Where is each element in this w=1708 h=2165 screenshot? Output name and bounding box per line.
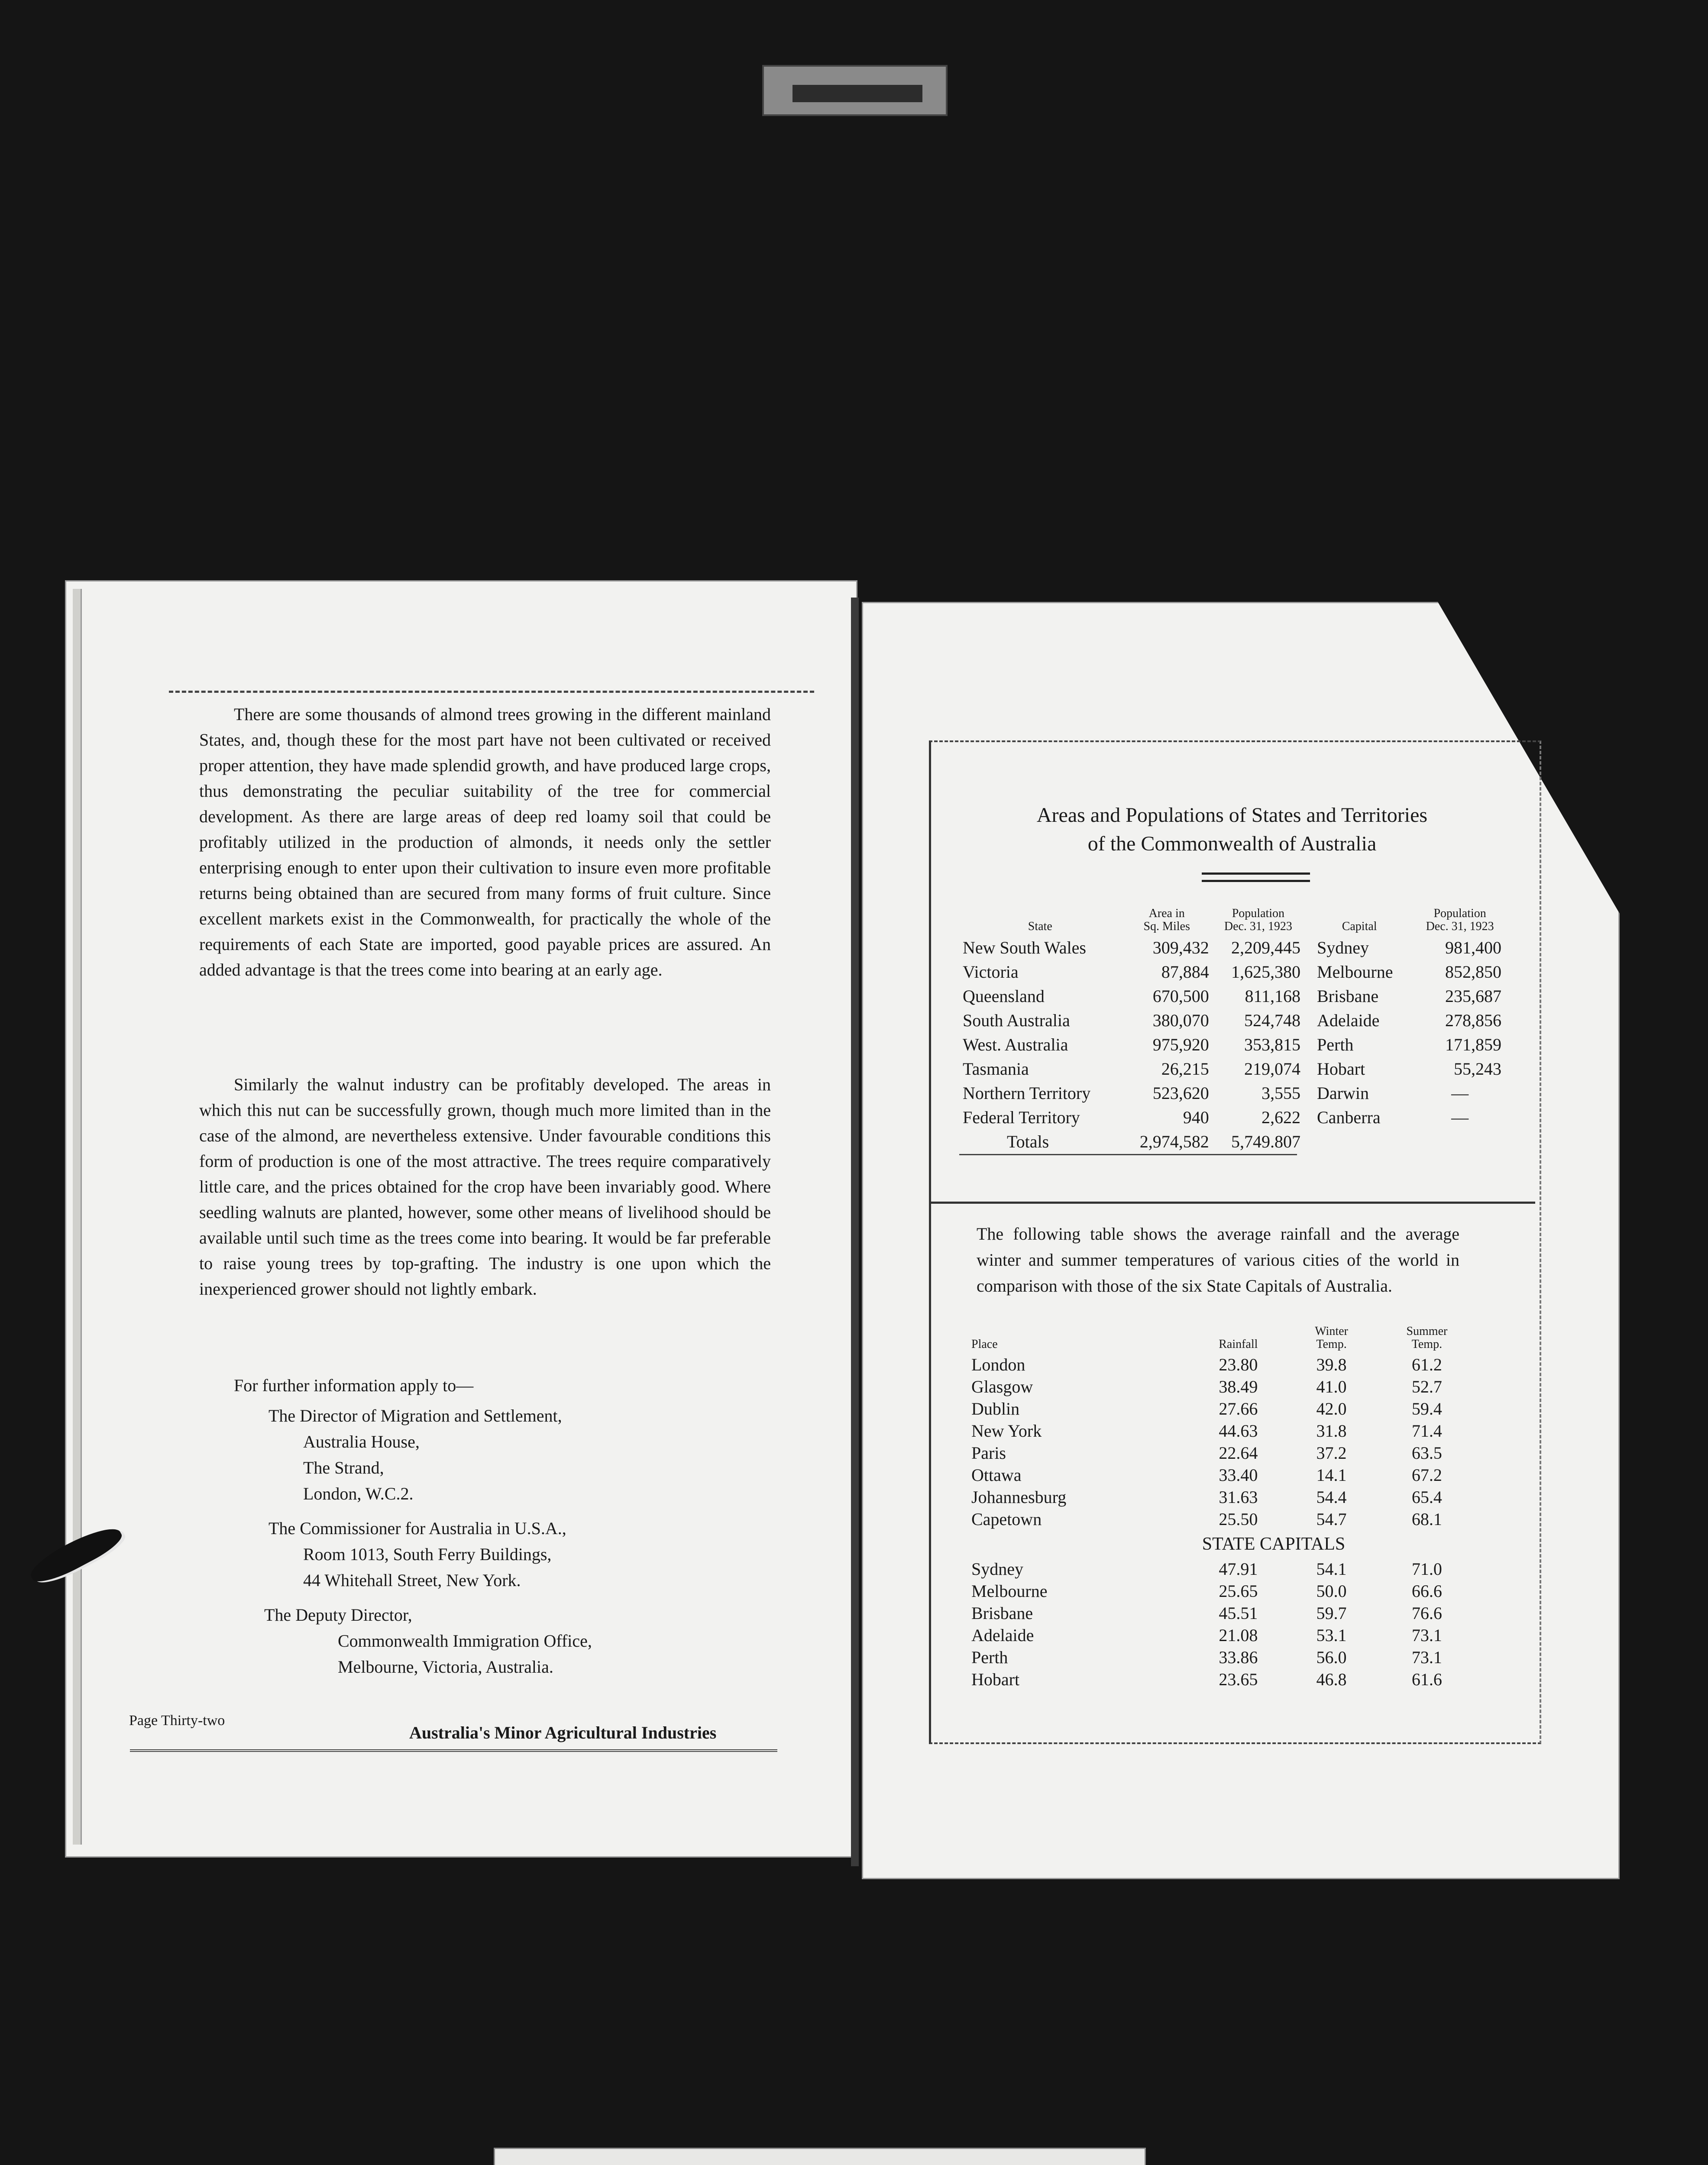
table-row: Perth 33.86 56.0 73.1 bbox=[971, 1648, 1442, 1667]
header-capital-population: Population Dec. 31, 1923 bbox=[1426, 907, 1494, 933]
bottom-rule bbox=[130, 1749, 777, 1752]
cell-population: 1,625,380 bbox=[1231, 962, 1300, 982]
cell-population: 811,168 bbox=[1245, 986, 1300, 1006]
population-table bbox=[959, 907, 1505, 1154]
table-row: Dublin 27.66 42.0 59.4 bbox=[971, 1399, 1442, 1419]
series-label-strip bbox=[494, 2148, 1146, 2165]
table-row bbox=[959, 1081, 1505, 1105]
cell-capital-population: 852,850 bbox=[1445, 962, 1501, 982]
cell-state: Federal Territory bbox=[963, 1108, 1080, 1127]
header-area: Area in Sq. Miles bbox=[1143, 907, 1190, 933]
cell-capital-population: 235,687 bbox=[1445, 986, 1501, 1006]
contact-title: The Director of Migration and Settlement, bbox=[268, 1406, 562, 1425]
header-population: Population Dec. 31, 1923 bbox=[1224, 907, 1292, 933]
cell-state: Northern Territory bbox=[963, 1083, 1091, 1103]
totals-rule bbox=[959, 1154, 1297, 1155]
cell-population: 524,748 bbox=[1244, 1011, 1300, 1030]
totals-row bbox=[959, 1130, 1505, 1154]
cell-capital-population: — bbox=[1451, 1083, 1469, 1103]
almond-paragraph: There are some thousands of almond trees growing in the different mainland States, and, though these for the most part have not been cultivated or received proper attention, they have made splendid growth, and have produced large crops, thus demonstrating the peculiar suitability of the tree for commercial development. As there are large areas of deep red loamy soil that could be profitably utilized in the production of almonds, it needs only the settler enterprising enough to enter upon their cultivation to insure even more profitable returns being obtained than are secured from many forms of fruit culture. Since excellent markets exist in the Commonwealth, for practically the whole of the requirements of each State are imported, good payable prices are assured. An added advantage is that the trees come into bearing at an early age. bbox=[199, 704, 771, 979]
cell-capital-population: 55,243 bbox=[1454, 1059, 1501, 1079]
contact-title: The Commissioner for Australia in U.S.A., bbox=[268, 1519, 566, 1538]
running-footer-title: Australia's Minor Agricultural Industries bbox=[409, 1723, 717, 1742]
contact-line: Australia House, bbox=[303, 1432, 420, 1451]
contact-line: Commonwealth Immigration Office, bbox=[338, 1631, 592, 1651]
header-capital: Capital bbox=[1342, 920, 1377, 933]
header-summer-temp: Summer Temp. bbox=[1406, 1325, 1448, 1351]
cell-state: Queensland bbox=[963, 986, 1045, 1006]
cell-state: New South Wales bbox=[963, 938, 1086, 957]
climate-table bbox=[968, 1325, 1479, 1690]
cell-capital-population: 171,859 bbox=[1445, 1035, 1501, 1054]
table-row: Glasgow 38.49 41.0 52.7 bbox=[971, 1377, 1442, 1396]
cell-capital-population: 278,856 bbox=[1445, 1011, 1501, 1030]
table-row bbox=[959, 1105, 1505, 1130]
info-heading: For further information apply to— bbox=[234, 1376, 474, 1395]
cell-area: 87,884 bbox=[1161, 962, 1209, 982]
climate-intro-text: The following table shows the average rainfall and the average winter and summer temperatures of various cities of the world in comparison with those of the six State Capitals of Australia. bbox=[977, 1224, 1459, 1296]
section-separator-rule bbox=[931, 1202, 1535, 1204]
totals-area: 2,974,582 bbox=[1139, 1132, 1209, 1151]
cell-population: 219,074 bbox=[1244, 1059, 1300, 1079]
table-row bbox=[959, 1033, 1505, 1057]
cell-area: 26,215 bbox=[1161, 1059, 1209, 1079]
table-row: Ottawa 33.40 14.1 67.2 bbox=[971, 1465, 1442, 1485]
contact-line: 44 Whitehall Street, New York. bbox=[303, 1570, 521, 1590]
header-winter-temp: Winter Temp. bbox=[1315, 1325, 1348, 1351]
cell-population: 2,622 bbox=[1262, 1108, 1300, 1127]
table-row: Melbourne 25.65 50.0 66.6 bbox=[971, 1581, 1442, 1601]
film-clip-slot bbox=[793, 85, 922, 102]
state-capitals-label: STATE CAPITALS bbox=[1202, 1534, 1346, 1554]
table-row: Paris 22.64 37.2 63.5 bbox=[971, 1443, 1442, 1463]
cell-capital-population: — bbox=[1451, 1108, 1469, 1127]
contact-line: The Strand, bbox=[303, 1458, 384, 1477]
contact-block-usa bbox=[268, 1516, 566, 1593]
table-row bbox=[959, 936, 1505, 960]
contact-line: Melbourne, Victoria, Australia. bbox=[338, 1657, 553, 1677]
contact-title: The Deputy Director, bbox=[264, 1605, 412, 1625]
cell-state: South Australia bbox=[963, 1011, 1070, 1030]
totals-label: Totals bbox=[1007, 1132, 1049, 1151]
cell-capital: Brisbane bbox=[1317, 986, 1379, 1006]
cell-capital: Sydney bbox=[1317, 938, 1369, 957]
walnut-paragraph: Similarly the walnut industry can be profitably developed. The areas in which this nut can be successfully grown, though much more limited than in the case of the almond, are nevertheless extensive. Under favourable conditions this form of production is one of the most attractive. The trees require comparatively little care, and the prices obtained for the crop have been invariably good. Where seedling walnuts are planted, however, some other means of livelihood should be available until such time as the trees come into bearing. It would be far preferable to raise young trees by top-grafting. The industry is one upon which the inexperienced grower should not lightly embark. bbox=[199, 1075, 771, 1299]
cell-capital: Melbourne bbox=[1317, 962, 1393, 982]
table-row bbox=[959, 1057, 1505, 1081]
cell-area: 309,432 bbox=[1152, 938, 1209, 957]
table-row: Hobart 23.65 46.8 61.6 bbox=[971, 1670, 1442, 1689]
contact-block-melbourne bbox=[264, 1602, 592, 1680]
top-rule bbox=[169, 691, 814, 693]
table-row: Capetown 25.50 54.7 68.1 bbox=[971, 1509, 1442, 1529]
table1-title-line2: of the Commonwealth of Australia bbox=[1087, 832, 1377, 855]
cell-population: 2,209,445 bbox=[1231, 938, 1300, 957]
cell-capital-population: 981,400 bbox=[1445, 938, 1501, 957]
cell-capital: Perth bbox=[1317, 1035, 1354, 1054]
cell-area: 380,070 bbox=[1152, 1011, 1209, 1030]
cell-population: 3,555 bbox=[1262, 1083, 1300, 1103]
contact-line: London, W.C.2. bbox=[303, 1484, 414, 1503]
header-place: Place bbox=[971, 1338, 998, 1351]
book-spine bbox=[851, 598, 859, 1866]
table-row: Adelaide 21.08 53.1 73.1 bbox=[971, 1625, 1442, 1645]
contact-block-london bbox=[268, 1403, 562, 1507]
cell-area: 670,500 bbox=[1152, 986, 1209, 1006]
table-row: New York 44.63 31.8 71.4 bbox=[971, 1421, 1442, 1441]
left-page-edge bbox=[73, 589, 82, 1845]
cell-capital: Canberra bbox=[1317, 1108, 1381, 1127]
cell-area: 940 bbox=[1183, 1108, 1209, 1127]
cell-capital: Adelaide bbox=[1317, 1011, 1380, 1030]
table-row: Johannesburg 31.63 54.4 65.4 bbox=[971, 1487, 1442, 1507]
cell-population: 353,815 bbox=[1244, 1035, 1300, 1054]
header-rainfall: Rainfall bbox=[1219, 1338, 1258, 1351]
table-row bbox=[959, 984, 1505, 1008]
table1-title bbox=[961, 801, 1503, 858]
cell-state: Tasmania bbox=[963, 1059, 1029, 1079]
table-row: Sydney 47.91 54.1 71.0 bbox=[971, 1559, 1442, 1579]
contact-line: Room 1013, South Ferry Buildings, bbox=[303, 1545, 552, 1564]
cell-area: 975,920 bbox=[1152, 1035, 1209, 1054]
cell-area: 523,620 bbox=[1152, 1083, 1209, 1103]
cell-state: Victoria bbox=[963, 962, 1019, 982]
page-number: Page Thirty-two bbox=[129, 1713, 225, 1729]
table-row bbox=[959, 1008, 1505, 1033]
section-header-row bbox=[968, 1530, 1479, 1558]
title-double-rule bbox=[1202, 872, 1310, 882]
table-row: London 23.80 39.8 61.2 bbox=[971, 1355, 1442, 1374]
totals-population: 5,749.807 bbox=[1231, 1132, 1300, 1151]
cell-state: West. Australia bbox=[963, 1035, 1068, 1054]
table-row bbox=[959, 960, 1505, 984]
table-row: Brisbane 45.51 59.7 76.6 bbox=[971, 1603, 1442, 1623]
cell-capital: Darwin bbox=[1317, 1083, 1369, 1103]
header-state: State bbox=[1028, 920, 1052, 933]
table1-title-line1: Areas and Populations of States and Territories bbox=[1036, 804, 1428, 827]
cell-capital: Hobart bbox=[1317, 1059, 1365, 1079]
